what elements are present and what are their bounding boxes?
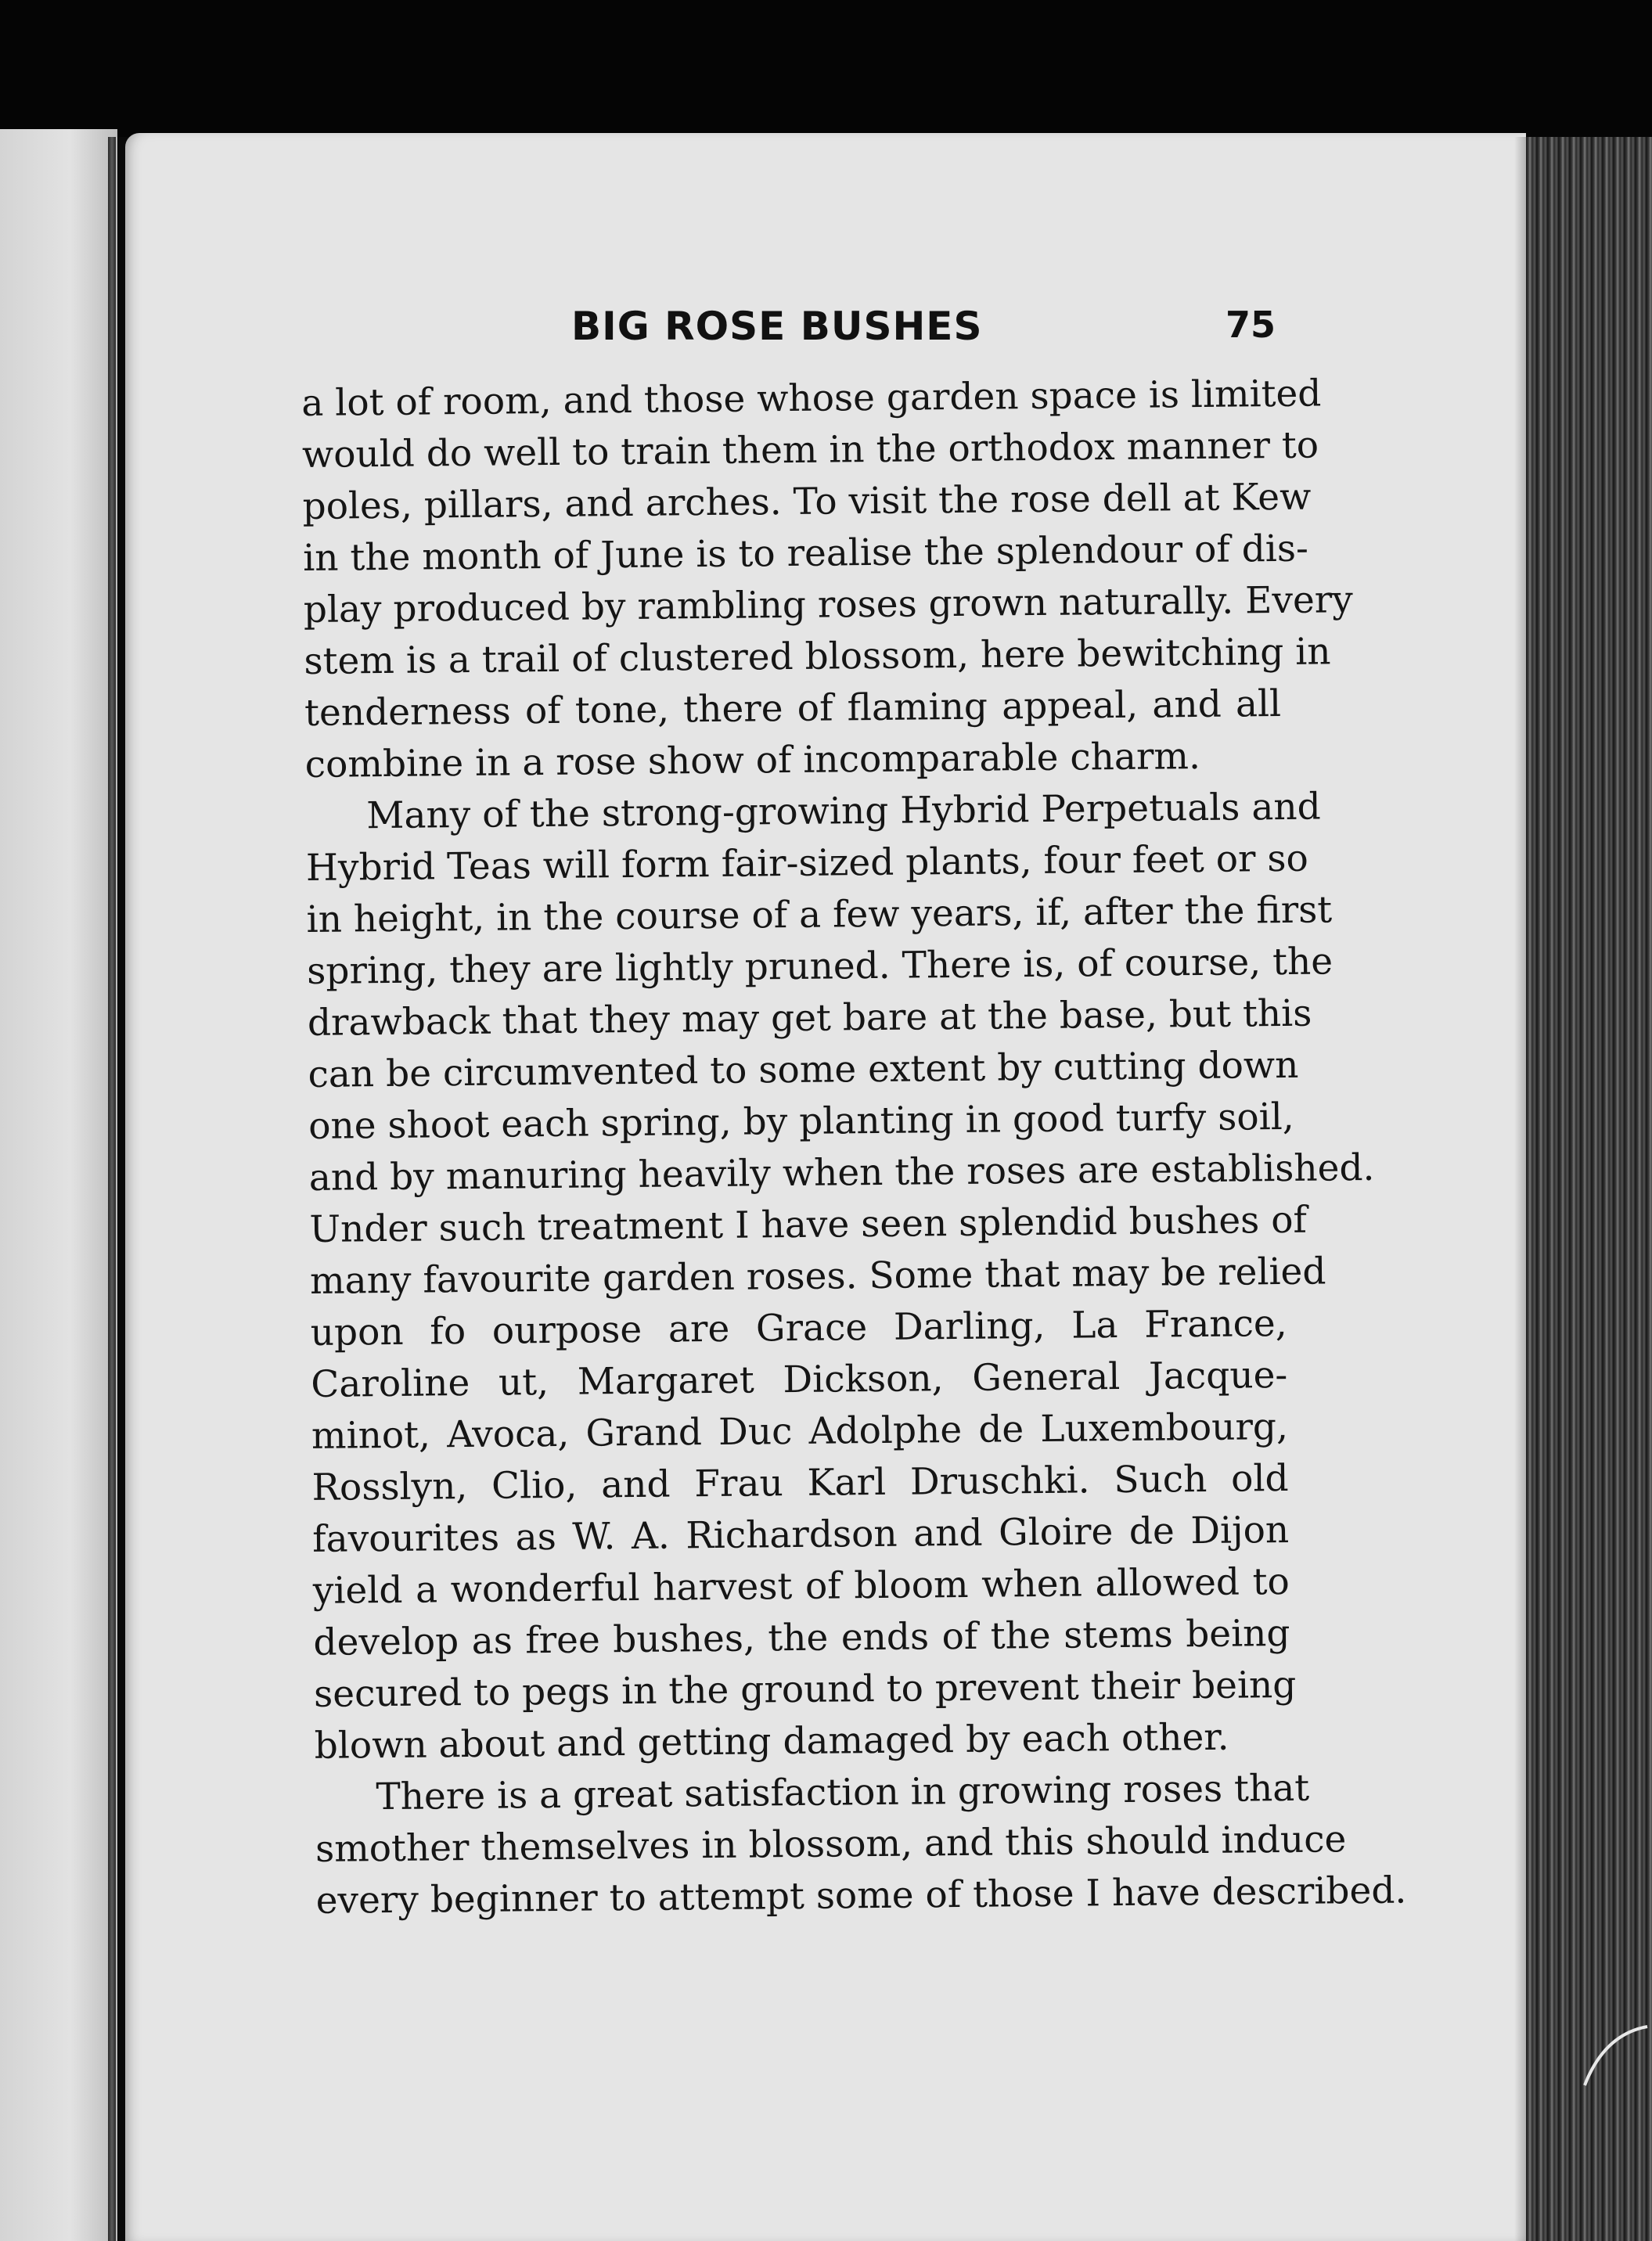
- paragraph-2: [305, 782, 1375, 1772]
- text-line: in the month of June is to realise the splendour of dis-: [302, 527, 1309, 580]
- text-line: smother themselves in blossom, and this should induce: [315, 1818, 1347, 1871]
- text-line: blown about and getting damaged by each other.: [314, 1715, 1229, 1768]
- facing-page-edge: [0, 129, 117, 2241]
- paragraph-1: [301, 369, 1354, 791]
- text-line: develop as free bushes, the ends of the stems being: [313, 1611, 1290, 1664]
- text-line: every beginner to attempt some of those I have described.: [315, 1869, 1407, 1923]
- text-line: in height, in the course of a few years, if, after the first: [306, 888, 1333, 941]
- text-line: would do well to train them in the orthodox manner to: [301, 423, 1319, 477]
- page-edges-stack: [1526, 137, 1652, 2241]
- text-line: play produced by rambling roses grown naturally. Every: [303, 578, 1354, 631]
- running-head-title: BIG ROSE BUSHES: [571, 304, 983, 349]
- text-line: Many of the strong-growing Hybrid Perpetuals and: [366, 785, 1321, 838]
- text-line: spring, they are lightly pruned. There is, of course, the: [307, 940, 1333, 993]
- text-line: Hybrid Teas will form fair-sized plants, four feet or so: [305, 836, 1309, 890]
- scan-background-top: [0, 0, 1652, 137]
- running-head: [297, 304, 1276, 351]
- page-corner-curl-icon: [1581, 2019, 1651, 2089]
- text-line: minot, Avoca, Grand Duc Adolphe de Luxembourg,: [311, 1405, 1289, 1458]
- text-line: tenderness of tone, there of flaming appeal, and all: [304, 682, 1282, 735]
- book-gutter: [108, 137, 116, 2241]
- text-line: upon fo ourpose are Grace Darling, La France,: [310, 1301, 1287, 1354]
- text-line: secured to pegs in the ground to prevent their being: [313, 1663, 1297, 1716]
- text-line: can be circumvented to some extent by cutting down: [308, 1043, 1299, 1096]
- text-line: Caroline ut, Margaret Dickson, General Jacque-: [311, 1353, 1288, 1406]
- text-line: many favourite garden roses. Some that may be relied: [309, 1250, 1326, 1303]
- text-line: yield a wonderful harvest of bloom when allowed to: [312, 1559, 1290, 1613]
- text-line: and by manuring heavily when the roses are established.: [308, 1146, 1375, 1200]
- text-line: drawback that they may get bare at the base, but this: [307, 991, 1312, 1045]
- text-line: one shoot each spring, by planting in good turfy soil,: [308, 1095, 1294, 1148]
- text-line: Under such treatment I have seen splendid bushes of: [309, 1198, 1308, 1251]
- text-line: a lot of room, and those whose garden space is limited: [301, 372, 1322, 425]
- text-line: poles, pillars, and arches. To visit the rose dell at Kew: [302, 475, 1312, 528]
- text-line: favourites as W. A. Richardson and Gloire de Dijon: [311, 1508, 1290, 1561]
- text-line: stem is a trail of clustered blossom, here bewitching in: [304, 630, 1331, 683]
- text-line: Rosslyn, Clio, and Frau Karl Druschki. Such old: [311, 1456, 1289, 1509]
- page-number: 75: [1225, 304, 1276, 346]
- text-line: combine in a rose show of incomparable charm.: [304, 734, 1201, 786]
- text-line: There is a great satisfaction in growing roses that: [376, 1766, 1310, 1819]
- paragraph-3: [315, 1763, 1407, 1927]
- body-text: [301, 369, 1407, 1927]
